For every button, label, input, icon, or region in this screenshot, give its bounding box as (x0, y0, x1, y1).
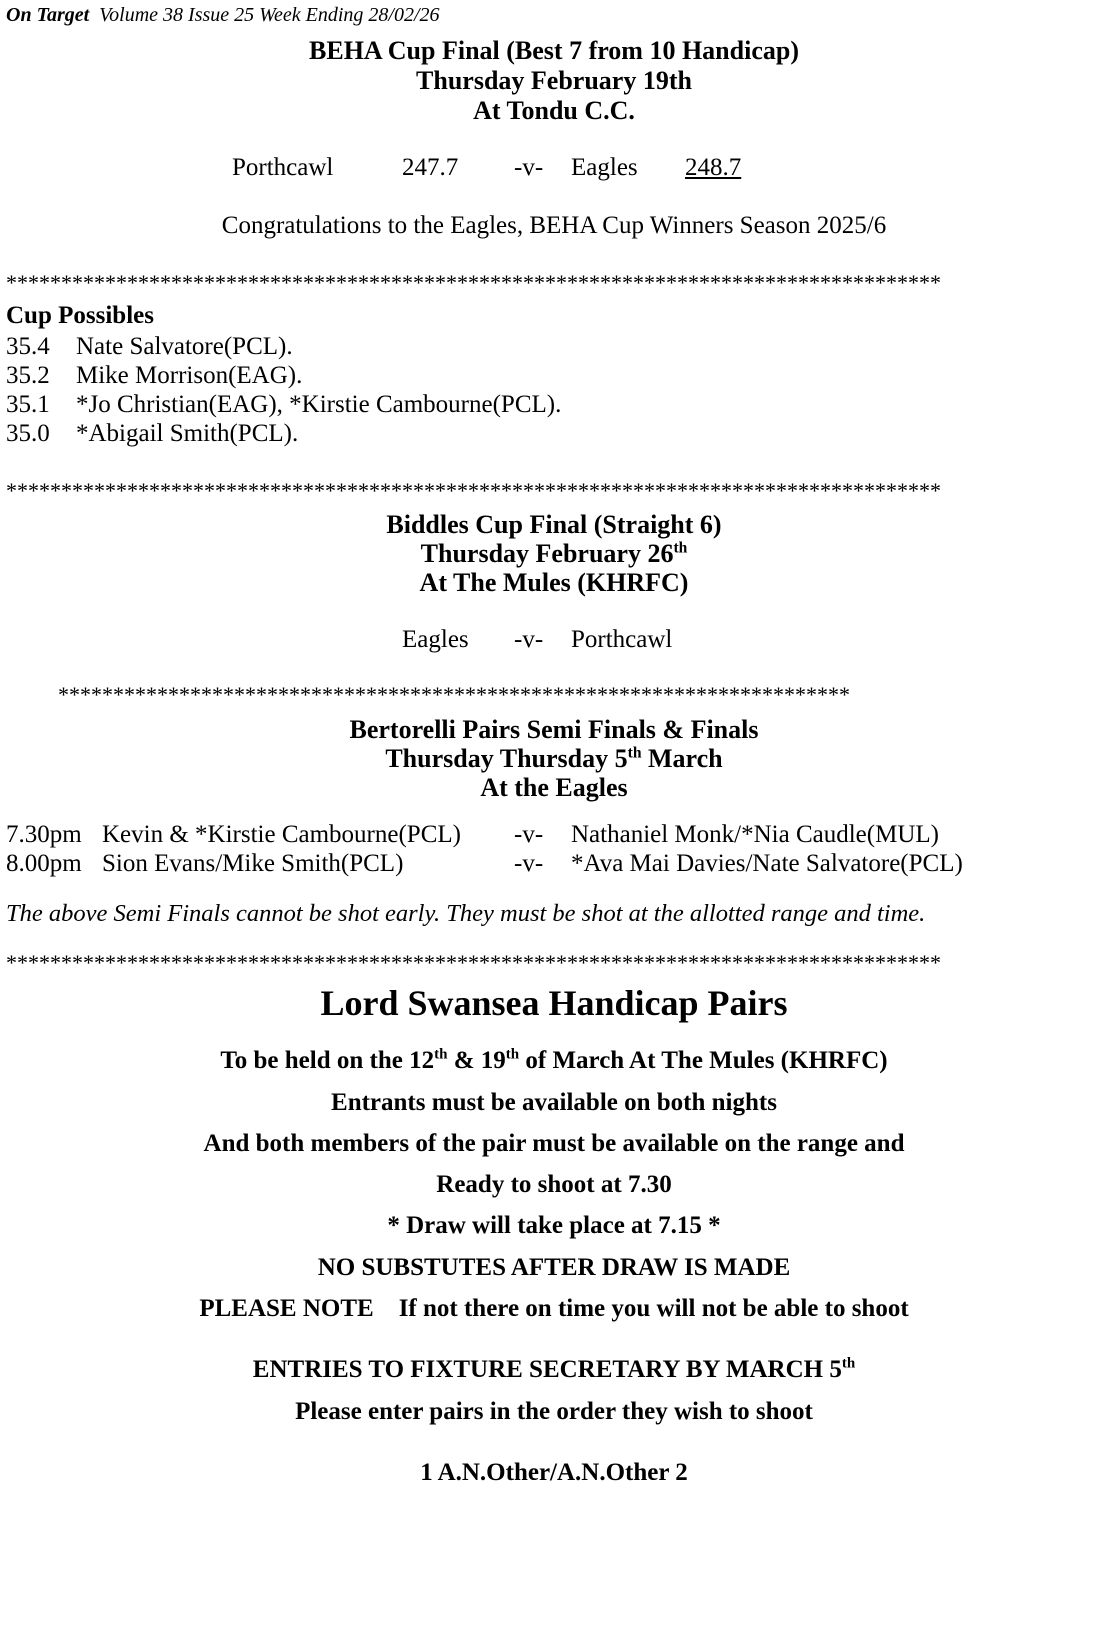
biddles-team2: Porthcawl (571, 626, 673, 653)
possible-names: *Abigail Smith(PCL). (76, 420, 299, 447)
bertorelli-date: Thursday Thursday 5th March (385, 744, 723, 773)
newsletter-brand: On Target (6, 4, 90, 26)
swansea-no-subs: NO SUBSTUTES AFTER DRAW IS MADE (317, 1254, 791, 1281)
swansea-dates: To be held on the 12th & 19th of March At The Mules (KHRFC) (220, 1046, 888, 1074)
beha-congratulations: Congratulations to the Eagles, BEHA Cup Winners Season 2025/6 (221, 212, 887, 239)
match-time: 7.30pm (6, 821, 82, 848)
possible-score: 35.4 (6, 333, 50, 360)
swansea-members: And both members of the pair must be available on the range and (203, 1130, 905, 1157)
match-time: 8.00pm (6, 850, 82, 877)
biddles-venue: At The Mules (KHRFC) (419, 568, 689, 597)
possible-names: Nate Salvatore(PCL). (76, 333, 293, 360)
beha-vs: -v- (514, 154, 544, 181)
divider-stars: ************************************************************************************* (6, 478, 941, 503)
beha-score2: 248.7 (685, 154, 742, 181)
divider-stars: ************************************************************************ (58, 682, 850, 707)
possible-score: 35.0 (6, 420, 50, 447)
beha-score1: 247.7 (402, 154, 459, 181)
possibles-title: Cup Possibles (6, 302, 154, 329)
swansea-please-note: PLEASE NOTE If not there on time you will not be able to shoot (199, 1295, 909, 1322)
swansea-entries: ENTRIES TO FIXTURE SECRETARY BY MARCH 5th (252, 1355, 856, 1383)
match-pair2: *Ava Mai Davies/Nate Salvatore(PCL) (571, 850, 963, 877)
beha-team1: Porthcawl (232, 154, 334, 181)
biddles-date: Thursday February 26th (420, 539, 688, 568)
semi-finals-note: The above Semi Finals cannot be shot early. They must be shot at the allotted range and time. (6, 900, 926, 927)
beha-team2: Eagles (571, 154, 638, 181)
match-pair1: Kevin & *Kirstie Cambourne(PCL) (102, 821, 461, 848)
possible-names: *Jo Christian(EAG), *Kirstie Cambourne(PCL). (76, 391, 562, 418)
swansea-order: Please enter pairs in the order they wish to shoot (295, 1398, 813, 1425)
biddles-team1: Eagles (402, 626, 469, 653)
possible-score: 35.2 (6, 362, 50, 389)
divider-stars: ************************************************************************************* (6, 270, 941, 295)
bertorelli-venue: At the Eagles (480, 773, 628, 802)
biddles-title: Biddles Cup Final (Straight 6) (386, 510, 722, 539)
match-pair1: Sion Evans/Mike Smith(PCL) (102, 850, 404, 877)
newsletter-issue-details: Volume 38 Issue 25 Week Ending 28/02/26 (99, 4, 440, 26)
biddles-vs: -v- (514, 626, 544, 653)
newsletter-header (6, 4, 440, 27)
beha-title: BEHA Cup Final (Best 7 from 10 Handicap) (309, 36, 799, 65)
divider-stars: ************************************************************************************* (6, 950, 941, 975)
swansea-availability: Entrants must be available on both nights (331, 1089, 777, 1116)
possible-names: Mike Morrison(EAG). (76, 362, 303, 389)
match-pair2: Nathaniel Monk/*Nia Caudle(MUL) (571, 821, 939, 848)
match-vs: -v- (514, 850, 544, 877)
possible-score: 35.1 (6, 391, 50, 418)
beha-venue: At Tondu C.C. (473, 96, 635, 125)
bertorelli-title: Bertorelli Pairs Semi Finals & Finals (349, 715, 759, 744)
swansea-title: Lord Swansea Handicap Pairs (320, 983, 788, 1023)
match-vs: -v- (514, 821, 544, 848)
swansea-ready: Ready to shoot at 7.30 (436, 1171, 672, 1198)
swansea-draw: * Draw will take place at 7.15 * (387, 1212, 721, 1239)
swansea-example: 1 A.N.Other/A.N.Other 2 (420, 1459, 688, 1486)
beha-date: Thursday February 19th (416, 66, 692, 95)
